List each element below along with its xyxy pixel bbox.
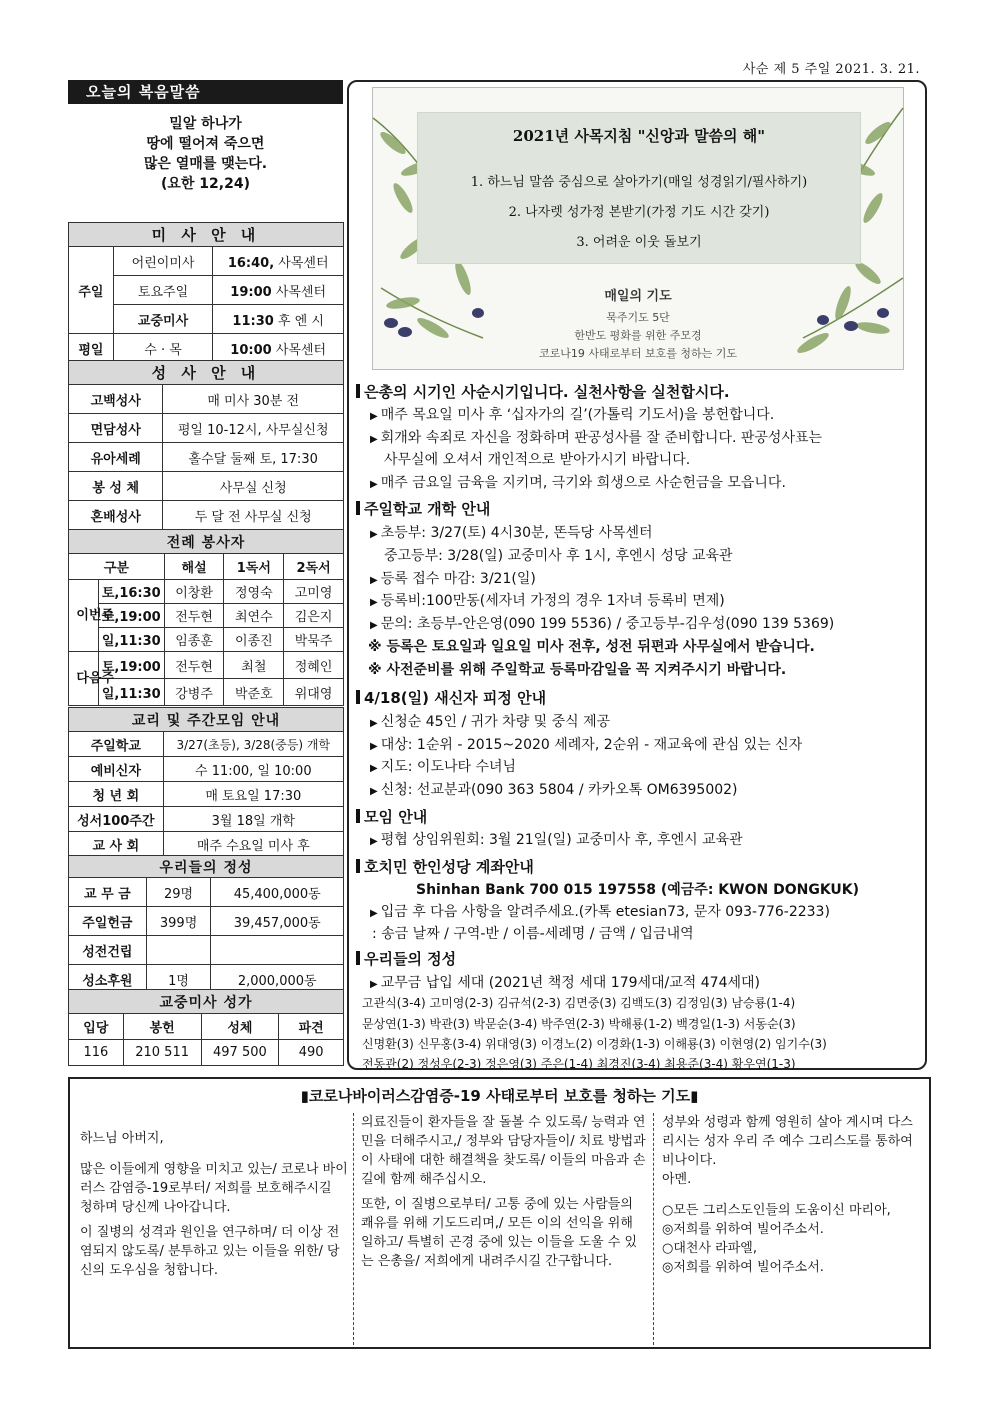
- retreat-item: ▶ 신청: 선교분과(090 363 5804 / 카카오톡 OM6395002): [370, 782, 738, 798]
- lent-item-continued: 사무실에 오셔서 개인적으로 받아가시기 바랍니다.: [384, 452, 691, 468]
- next-week-label: 다음주: [69, 652, 99, 706]
- sacrament-value: 매 미사 30분 전: [163, 385, 344, 414]
- education-value: 3/27(초등), 3/28(중등) 개학: [163, 732, 343, 757]
- sacrament-label: 고백성사: [69, 385, 163, 414]
- offering-amount: 2,000,000동: [211, 965, 344, 994]
- prayer-column-3: [662, 1113, 924, 1345]
- education-value: 수 11:00, 일 10:00: [163, 757, 343, 782]
- education-value: 3월 18일 개학: [163, 807, 343, 832]
- mass-name: 어린이미사: [113, 247, 213, 276]
- covid-prayer-title: ▮코로나바이러스감염증-19 사태로부터 보호를 청하는 기도▮: [300, 1087, 699, 1105]
- prayer-paragraph: 의료진들이 환자들을 잘 돌볼 수 있도록/ 능력과 연민을 더해주시고,/ 정부와 담당자들이/ 치료 방법과 이 사태에 대한 해결책을 찾도록/ 이들의 마음과 손길에 함께 해주십시오.: [361, 1115, 646, 1187]
- pastoral-title: 2021년 사목지침 "신앙과 말씀의 해": [512, 127, 766, 145]
- prayer-paragraph: 하느님 아버지,: [80, 1131, 164, 1146]
- prayer-column-2: [361, 1113, 647, 1345]
- ministers-header: 구분: [69, 554, 165, 580]
- ministers-title: 전례 봉사자: [69, 530, 344, 554]
- education-label: 청 년 회: [69, 782, 164, 807]
- column-divider: [353, 1113, 354, 1345]
- dues-names: 전동관(2) 정성우(2-3) 정은영(3) 주은(1-4) 최경진(3-4) 최용준(3-4) 황우연(1-3): [362, 1057, 796, 1071]
- gospel-line: 땅에 떨어져 죽으면: [146, 136, 265, 152]
- education-value: 매 토요일 17:30: [163, 782, 343, 807]
- minister-name: 임종훈: [164, 628, 224, 652]
- sunday-school-item: ▶ 문의: 초등부-안은영(090 199 5536) / 중고등부-김우성(090 139 5369): [370, 616, 835, 632]
- sunday-school-heading: 주일학교 개학 안내: [356, 498, 490, 519]
- minister-slot: 일,11:30: [98, 679, 164, 706]
- mass-name: 수 · 목: [113, 334, 213, 363]
- education-label: 교 사 회: [69, 832, 164, 857]
- dues-heading: 우리들의 정성: [356, 948, 456, 969]
- offering-label: 주일헌금: [69, 907, 147, 936]
- prayer-paragraph: 또한, 이 질병으로부터/ 고통 중에 있는 사람들의 쾌유를 위해 기도드리며,/ 모든 이의 선익을 위해 일하고/ 특별히 곤경 중에 있는 이들을 도울 수 있는 은총을/ 저희에게 내려주시길 간구합니다.: [361, 1197, 638, 1269]
- gospel-verse: [68, 114, 343, 194]
- gospel-reference: (요한 12,24): [160, 176, 250, 192]
- lent-item: ▶ 매주 목요일 미사 후 ‘십자가의 길’(가톨릭 기도서)을 봉헌합니다.: [370, 407, 775, 423]
- pastoral-item: 1. 하느님 말씀 중심으로 살아가기(매일 성경읽기/필사하기): [470, 175, 808, 190]
- sacrament-value: 평일 10-12시, 사무실신청: [163, 414, 344, 443]
- prayer-paragraph: 많은 이들에게 영향을 미치고 있는/ 코로나 바이러스 감염증-19로부터/ 저희를 보호해주시길 청하며 당신께 나아갑니다.: [80, 1162, 348, 1215]
- pastoral-item: 2. 나자렛 성가정 본받기(가정 기도 시간 갖기): [508, 205, 770, 220]
- offering-label: 성전건립: [69, 936, 147, 965]
- bulletin-date: 사순 제 5 주일 2021. 3. 21.: [742, 62, 920, 77]
- lent-heading: 은총의 시기인 사순시기입니다. 실천사항을 실천합시다.: [356, 381, 730, 402]
- minister-name: 최연수: [224, 604, 284, 628]
- hymn-number: 497 500: [201, 1040, 279, 1066]
- account-instruction: ▶ 입금 후 다음 사항을 알려주세요.(카톡 etesian73, 문자 093-776-2233): [370, 904, 830, 920]
- gospel-line: 많은 열매를 맺는다.: [143, 156, 268, 172]
- prayer-amen: 아멘.: [662, 1172, 692, 1187]
- sunday-school-item: ▶ 초등부: 3/27(토) 4시30분, 똔득당 사목센터: [370, 525, 653, 541]
- ministers-header: 2독서: [284, 554, 344, 580]
- sacrament-value: 사무실 신청: [163, 472, 344, 501]
- litany-line: ○대천사 라파엘,: [662, 1241, 757, 1256]
- sacraments-table: [68, 360, 344, 530]
- offering-amount: 45,400,000동: [211, 878, 344, 907]
- hymn-header: 파견: [279, 1014, 344, 1040]
- mass-time-place: 11:30 후 엔 시: [213, 305, 344, 334]
- offerings-title: 우리들의 정성: [69, 856, 344, 878]
- litany-line: ◎저희를 위하여 빌어주소서.: [662, 1222, 824, 1237]
- minister-name: 정영숙: [224, 580, 284, 604]
- education-label: 주일학교: [69, 732, 164, 757]
- retreat-item: ▶ 신청순 45인 / 귀가 차량 및 중식 제공: [370, 714, 611, 730]
- minister-name: 고미영: [284, 580, 344, 604]
- mass-schedule-table: [68, 222, 344, 363]
- litany-line: ◎저희를 위하여 빌어주소서.: [662, 1260, 824, 1275]
- ministers-table: [68, 529, 344, 706]
- ministers-header: 해설: [164, 554, 224, 580]
- retreat-heading: 4/18(일) 새신자 피정 안내: [356, 687, 546, 708]
- sunday-school-note: ※ 등록은 토요일과 일요일 미사 전후, 성전 뒤편과 사무실에서 받습니다.: [368, 639, 815, 655]
- education-title: 교리 및 주간모임 안내: [69, 708, 344, 732]
- minister-name: 이창환: [164, 580, 224, 604]
- sunday-school-item: ▶ 등록비:100만동(세자녀 가정의 경우 1자녀 등록비 면제): [370, 593, 725, 609]
- minister-name: 정혜인: [284, 652, 344, 679]
- sacrament-label: 혼배성사: [69, 501, 163, 530]
- sunday-school-item: ▶ 등록 접수 마감: 3/21(일): [370, 571, 536, 587]
- meeting-heading: 모임 안내: [356, 806, 427, 827]
- hymn-header: 봉헌: [123, 1014, 201, 1040]
- daily-prayer-item: 코로나19 사태로부터 보호를 청하는 기도: [539, 347, 737, 360]
- education-label: 성서100주간: [69, 807, 164, 832]
- offering-amount: [211, 936, 344, 965]
- sacrament-value: 홀수달 둘째 토, 17:30: [163, 443, 344, 472]
- hymn-header: 성체: [201, 1014, 279, 1040]
- daily-prayer-item: 묵주기도 5단: [606, 311, 670, 324]
- dues-names: 문상연(1-3) 박관(3) 박문순(3-4) 박주연(2-3) 박해룡(1-2) 백경일(1-3) 서동순(3): [362, 1017, 796, 1031]
- sacrament-label: 유아세례: [69, 443, 163, 472]
- sacrament-value: 두 달 전 사무실 신청: [163, 501, 344, 530]
- minister-name: 전두현: [164, 652, 224, 679]
- sunday-school-note: ※ 사전준비를 위해 주일학교 등록마감일을 꼭 지켜주시기 바랍니다.: [368, 662, 787, 678]
- column-divider: [653, 1113, 654, 1345]
- offering-count: 29명: [146, 878, 211, 907]
- minister-slot: 토,19:00: [98, 652, 164, 679]
- offering-amount: 39,457,000동: [211, 907, 344, 936]
- bank-account: Shinhan Bank 700 015 197558 (예금주: KWON DONGKUK): [416, 882, 860, 898]
- daily-prayer-item: 한반도 평화를 위한 주모경: [574, 329, 702, 342]
- mass-name: 토요주일: [113, 276, 213, 305]
- pastoral-item: 3. 어려운 이웃 돌보기: [576, 235, 702, 250]
- hymn-header: 입당: [69, 1014, 124, 1040]
- mass-time-place: 19:00 사목센터: [213, 276, 344, 305]
- mass-title: 미 사 안 내: [69, 223, 344, 247]
- minister-name: 위대영: [284, 679, 344, 706]
- hymns-table: [68, 989, 344, 1066]
- minister-name: 최철: [224, 652, 284, 679]
- sacraments-title: 성 사 안 내: [69, 361, 344, 385]
- dues-names: 신명환(3) 신무홍(3-4) 위대영(3) 이경노(2) 이경화(1-3) 이해룡(3) 이현영(2) 임기수(3): [362, 1037, 827, 1051]
- pastoral-guidelines-panel: [418, 113, 860, 263]
- retreat-item: ▶ 지도: 이도나타 수녀님: [370, 759, 517, 775]
- hymns-title: 교중미사 성가: [69, 990, 344, 1014]
- minister-slot: 토,19:00: [98, 604, 164, 628]
- minister-name: 강병주: [164, 679, 224, 706]
- litany-line: ○모든 그리스도인들의 도움이신 마리아,: [662, 1203, 891, 1218]
- mass-time-place: 16:40, 사목센터: [213, 247, 344, 276]
- hymn-number: 210 511: [123, 1040, 201, 1066]
- minister-name: 박묵주: [284, 628, 344, 652]
- minister-name: 박준호: [224, 679, 284, 706]
- gospel-line: 밀알 하나가: [169, 116, 242, 132]
- lent-item: ▶ 회개와 속죄로 자신을 정화하며 판공성사를 잘 준비합니다. 판공성사표는: [370, 430, 823, 446]
- offering-count: 1명: [146, 965, 211, 994]
- gospel-banner: 오늘의 복음말씀: [68, 80, 343, 104]
- lent-item: ▶ 매주 금요일 금육을 지키며, 극기와 희생으로 사순헌금을 모읍니다.: [370, 475, 786, 491]
- education-table: [68, 707, 344, 857]
- offering-count: [146, 936, 211, 965]
- hymn-number: 490: [279, 1040, 344, 1066]
- dues-summary: ▶ 교무금 납입 세대 (2021년 책정 세대 179세대/교적 474세대): [370, 975, 760, 991]
- education-value: 매주 수요일 미사 후: [163, 832, 343, 857]
- offering-label: 성소후원: [69, 965, 147, 994]
- account-heading: 호치민 한인성당 계좌안내: [356, 856, 534, 877]
- minister-slot: 일,11:30: [98, 628, 164, 652]
- mass-time-place: 10:00 사목센터: [213, 334, 344, 363]
- minister-slot: 토,16:30: [98, 580, 164, 604]
- prayer-paragraph: 성부와 성령과 함께 영원히 살아 계시며 다스리시는 성자 우리 주 예수 그리스도를 통하여 비나이다.: [662, 1115, 913, 1168]
- meeting-item: ▶ 평협 상임위원회: 3월 21일(일) 교중미사 후, 후엔시 교육관: [370, 832, 743, 848]
- hymn-number: 116: [69, 1040, 124, 1066]
- prayer-column-1: [80, 1113, 348, 1345]
- sunday-school-item: 중고등부: 3/28(일) 교중미사 후 1시, 후엔시 성당 교육관: [384, 548, 733, 564]
- offering-count: 399명: [146, 907, 211, 936]
- daily-prayer-title: 매일의 기도: [604, 289, 672, 304]
- minister-name: 전두현: [164, 604, 224, 628]
- ministers-header: 1독서: [224, 554, 284, 580]
- offerings-table: [68, 855, 344, 994]
- minister-name: 이종진: [224, 628, 284, 652]
- retreat-item: ▶ 대상: 1순위 - 2015~2020 세례자, 2순위 - 재교육에 관심 있는 신자: [370, 737, 803, 753]
- weekday-label: 평일: [69, 334, 114, 363]
- account-instruction-detail: : 송금 날짜 / 구역-반 / 이름-세례명 / 금액 / 입금내역: [372, 926, 694, 942]
- this-week-label: 이번주: [69, 580, 99, 652]
- education-label: 예비신자: [69, 757, 164, 782]
- sacrament-label: 봉 성 체: [69, 472, 163, 501]
- minister-name: 김은지: [284, 604, 344, 628]
- sacrament-label: 면담성사: [69, 414, 163, 443]
- offering-label: 교 무 금: [69, 878, 147, 907]
- mass-name: 교중미사: [113, 305, 213, 334]
- dues-names: 고관식(3-4) 고미영(2-3) 김규석(2-3) 김면중(3) 김백도(3) 김정임(3) 남승룡(1-4): [362, 996, 796, 1010]
- prayer-paragraph: 이 질병의 성격과 원인을 연구하며/ 더 이상 전염되지 않도록/ 분투하고 있는 이들을 위한/ 당신의 도우심을 청합니다.: [80, 1225, 340, 1278]
- sunday-label: 주일: [69, 247, 114, 334]
